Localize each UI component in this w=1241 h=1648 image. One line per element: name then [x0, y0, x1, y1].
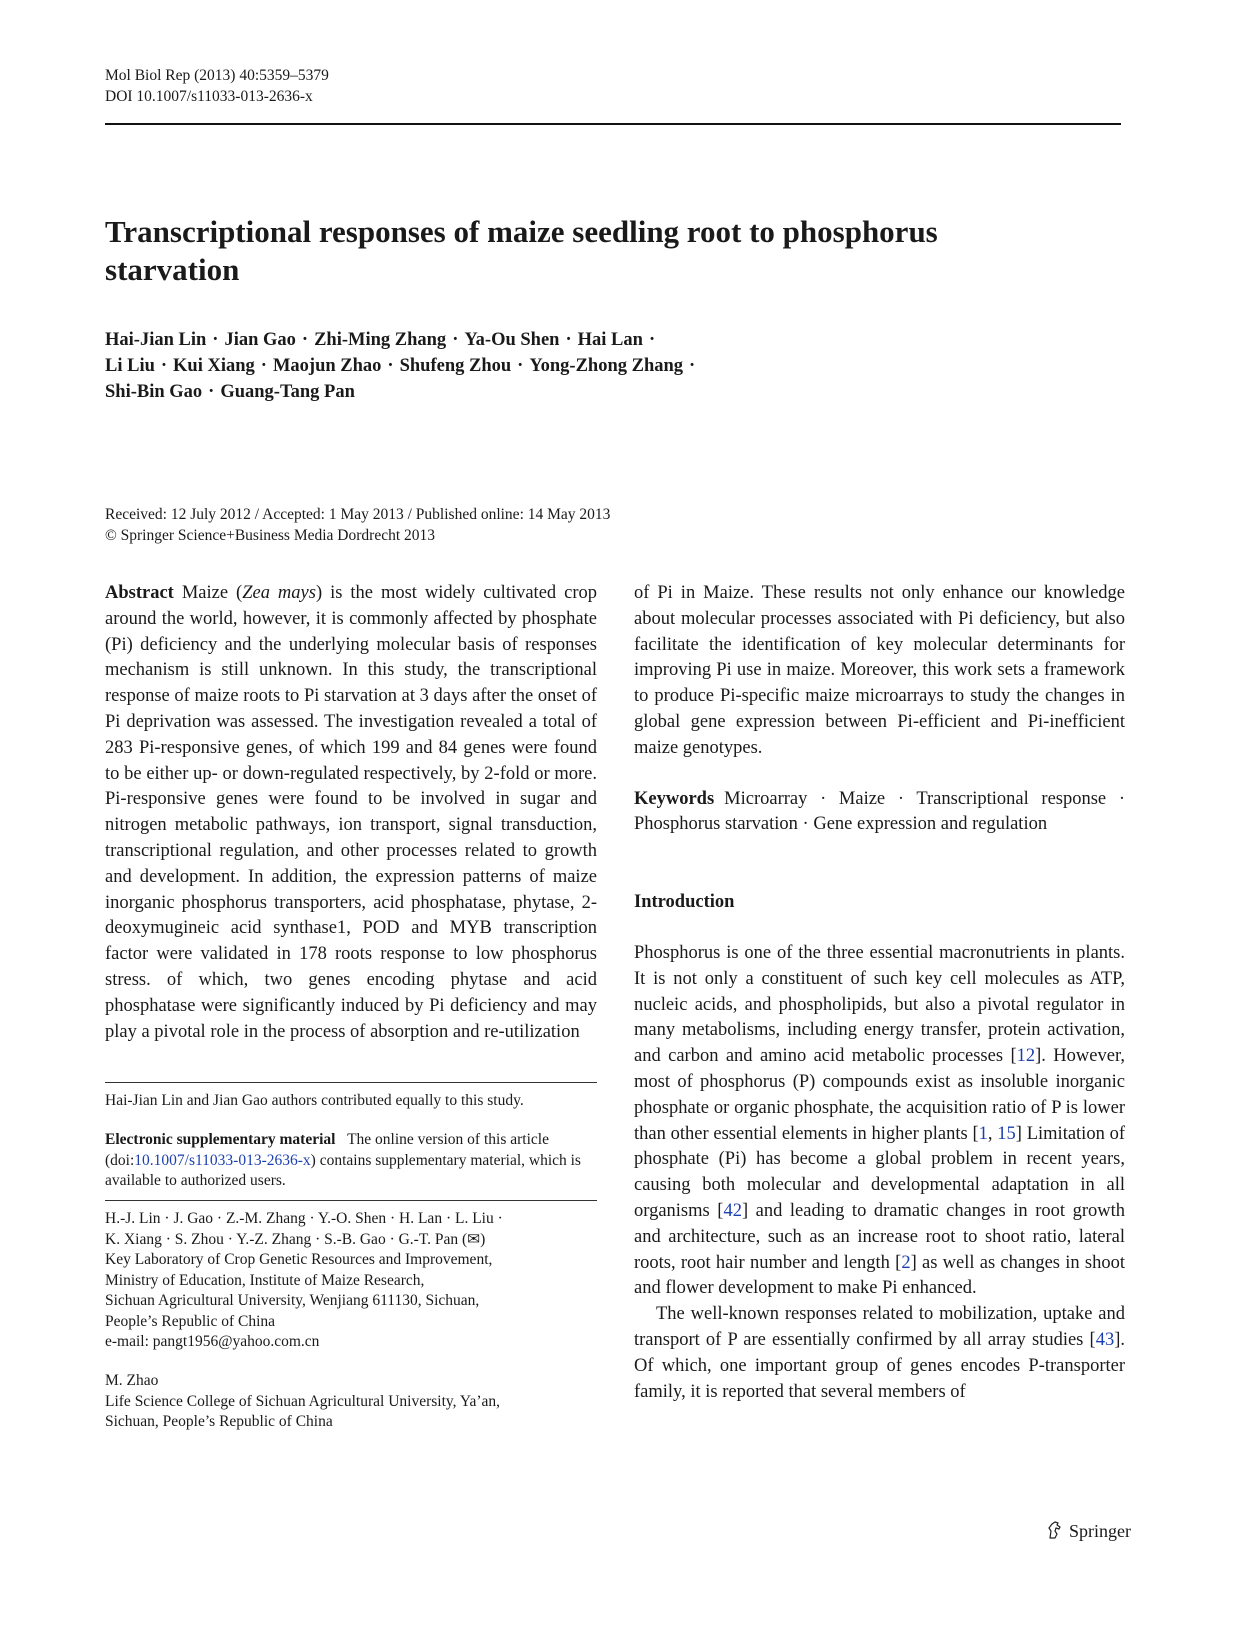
keywords-text: Microarray · Maize · Transcriptional response · Phosphorus starvation · Gene expression and regulation — [634, 788, 1125, 835]
author-separator: · — [452, 330, 459, 350]
affiliation-authors: H.-J. Lin · J. Gao · Z.-M. Zhang · Y.-O. Shen · H. Lan · L. Liu · — [105, 1210, 503, 1227]
title-line-1: Transcriptional responses of maize seedling root to phosphorus — [105, 214, 938, 249]
abstract-text: Maize ( — [181, 583, 243, 603]
author-separator: · — [387, 356, 394, 376]
doi-line: DOI 10.1007/s11033-013-2636-x — [105, 88, 313, 105]
author-separator: · — [301, 330, 309, 350]
journal-citation: Mol Biol Rep (2013) 40:5359–5379 — [105, 67, 329, 84]
author-separator: · — [517, 356, 524, 376]
author-separator: · — [648, 330, 656, 350]
citation-link[interactable]: 2 — [901, 1252, 911, 1273]
intro-text: ] Limitation of phosphate (Pi) has become a global problem in recent years, causing both molecular and developmental adaptation in all organisms [ — [634, 1123, 1125, 1221]
citation-link[interactable]: 1 — [978, 1123, 988, 1144]
author-line-2 — [105, 353, 1005, 379]
citation-link[interactable]: 12 — [1016, 1046, 1036, 1067]
author-name: Hai Lan — [577, 330, 643, 350]
author-separator: · — [260, 356, 267, 376]
intro-paragraph — [634, 941, 1125, 1302]
citation-link[interactable]: 42 — [723, 1200, 742, 1221]
right-column — [634, 581, 1125, 1405]
keywords-paragraph — [634, 787, 1125, 839]
esm-text: ) contains supplementary material, which is available to authorized users. — [105, 1151, 581, 1189]
equal-contribution-note: Hai-Jian Lin and Jian Gao authors contributed equally to this study. — [105, 1092, 524, 1109]
esm-text: The online version of this article (doi: — [105, 1131, 549, 1169]
affiliation-block — [105, 1209, 597, 1353]
author-separator: · — [160, 356, 168, 376]
author-separator: · — [208, 382, 215, 402]
intro-text: , — [987, 1123, 998, 1144]
author-separator: · — [565, 330, 572, 350]
author-name: Jian Gao — [224, 330, 296, 350]
copyright-line: © Springer Science+Business Media Dordrecht 2013 — [105, 527, 436, 544]
affiliation-line: Ministry of Education, Institute of Maize Research, — [105, 1271, 425, 1289]
intro-text: Phosphorus is one of the three essential macronutrients in plants. It is not only a constituent of such key cell molecules as ATP, nucleic acids, and phospholipids, but also a pivotal regulator in many metabolisms, including energy transfer, protein activation, and carbon and amino acid metabolic processes [ — [634, 942, 1125, 1067]
abstract-continuation: of Pi in Maize. These results not only enhance our knowledge about molecular processes associated with Pi deficiency, but also facilitate the identification of key molecular determinants for improving Pi use in maize. Moreover, this work sets a framework to produce Pi-specific maize microarrays to study the changes in global gene expression between Pi-efficient and Pi-inefficient maize genotypes. — [634, 583, 1125, 758]
history-line: Received: 12 July 2012 / Accepted: 1 May 2013 / Published online: 14 May 2013 — [105, 506, 611, 523]
affiliation-block — [105, 1371, 597, 1433]
intro-text: ]. Of which, one important group of genes encodes P-transporter family, it is reported that several members of — [634, 1329, 1125, 1402]
author-list — [105, 327, 1005, 405]
publication-dates — [105, 504, 610, 546]
affiliation-line: Sichuan Agricultural University, Wenjiang 611130, Sichuan, — [105, 1292, 480, 1309]
abstract-paragraph — [105, 581, 597, 1045]
affiliation-line: Life Science College of Sichuan Agricultural University, Ya’an, — [105, 1392, 501, 1410]
author-name: Yong-Zhong Zhang — [529, 356, 684, 376]
intro-text: The well-known responses related to mobilization, uptake and transport of P are essentially confirmed by all array studies [ — [634, 1304, 1125, 1350]
doi-link[interactable]: 10.1007/s11033-013-2636-x — [134, 1151, 311, 1169]
author-name: Kui Xiang — [173, 356, 255, 376]
article-title — [105, 213, 1065, 289]
abstract-heading: Abstract — [105, 583, 174, 603]
affiliation-line: Sichuan, People’s Republic of China — [105, 1413, 333, 1430]
author-separator: · — [689, 356, 696, 376]
author-name: Shufeng Zhou — [399, 356, 512, 376]
author-name: Guang-Tang Pan — [220, 382, 355, 402]
intro-text: ] and leading to dramatic changes in root growth and architecture, such as an increase root to shoot ratio, lateral roots, root hair number and length [ — [634, 1200, 1125, 1273]
intro-text: ] as well as changes in shoot and flower development to make Pi enhanced. — [634, 1252, 1125, 1299]
affiliation-authors: K. Xiang · S. Zhou · Y.-Z. Zhang · S.-B. Gao · G.-T. Pan (✉) — [105, 1230, 486, 1248]
publisher-name: Springer — [1069, 1521, 1131, 1541]
footnote-rule — [105, 1200, 597, 1201]
affiliation-line: People’s Republic of China — [105, 1312, 276, 1330]
intro-paragraph — [634, 1302, 1125, 1405]
affiliation-line: Key Laboratory of Crop Genetic Resources and Improvement, — [105, 1251, 493, 1268]
esm-note — [105, 1130, 597, 1192]
species-name: Zea mays — [242, 583, 316, 603]
section-heading: Introduction — [634, 892, 735, 913]
publisher-footer — [1045, 1520, 1131, 1542]
esm-heading: Electronic supplementary material — [105, 1131, 336, 1148]
journal-header — [105, 65, 329, 107]
author-name: Ya-Ou Shen — [464, 330, 560, 350]
intro-text: ]. However, most of phosphorus (P) compounds exist as insoluble inorganic phosphate or organic phosphate, the acquisition ratio of P is lower than other essential elements in higher plants [ — [634, 1046, 1125, 1144]
citation-link[interactable]: 15 — [997, 1123, 1016, 1144]
header-rule — [105, 123, 1121, 125]
footnote-rule — [105, 1082, 597, 1083]
author-line-1 — [105, 327, 1005, 353]
author-name: Maojun Zhao — [272, 356, 382, 376]
abstract-block — [105, 581, 597, 1045]
citation-link[interactable]: 43 — [1095, 1329, 1115, 1350]
contact-email: e-mail: pangt1956@yahoo.com.cn — [105, 1333, 320, 1350]
abstract-text: ) is the most widely cultivated crop around the world, however, it is commonly affected by phosphate (Pi) deficiency and the underlying molecular basis of responses mechanism is still unknown. In this study, the transcriptional response of maize roots to Pi starvation at 3 days after the onset of Pi deprivation was assessed. The investigation revealed a total of 283 Pi-responsive genes, of which 199 and 84 genes were found to be either up- or down-regulated respectively, by 2-fold or more. Pi-responsive genes were found to be involved in sugar and nitrogen metabolic pathways, ion transport, signal transduction, transcriptional regulation, and other processes related to growth and development. In addition, the expression patterns of maize inorganic phosphorus transporters, acid phosphatase, phytase, 2-deoxymugineic acid synthase1, POD and MYB transcription factor were validated in 178 roots response to low phosphorus stress. of which, two genes encoding phytase and acid phosphatase were significantly induced by Pi deficiency and may play a pivotal role in the process of absorption and re-utilization — [105, 583, 598, 1042]
author-name: Li Liu — [105, 356, 155, 376]
title-line-2: starvation — [105, 252, 240, 287]
springer-horse-icon — [1045, 1520, 1065, 1540]
author-line-3 — [105, 379, 1005, 405]
author-name: Hai-Jian Lin — [105, 330, 207, 350]
author-name: Zhi-Ming Zhang — [314, 330, 447, 350]
author-separator: · — [212, 330, 219, 350]
keywords-heading: Keywords — [634, 788, 715, 809]
affiliation-author: M. Zhao — [105, 1372, 159, 1389]
author-name: Shi-Bin Gao — [105, 382, 203, 402]
